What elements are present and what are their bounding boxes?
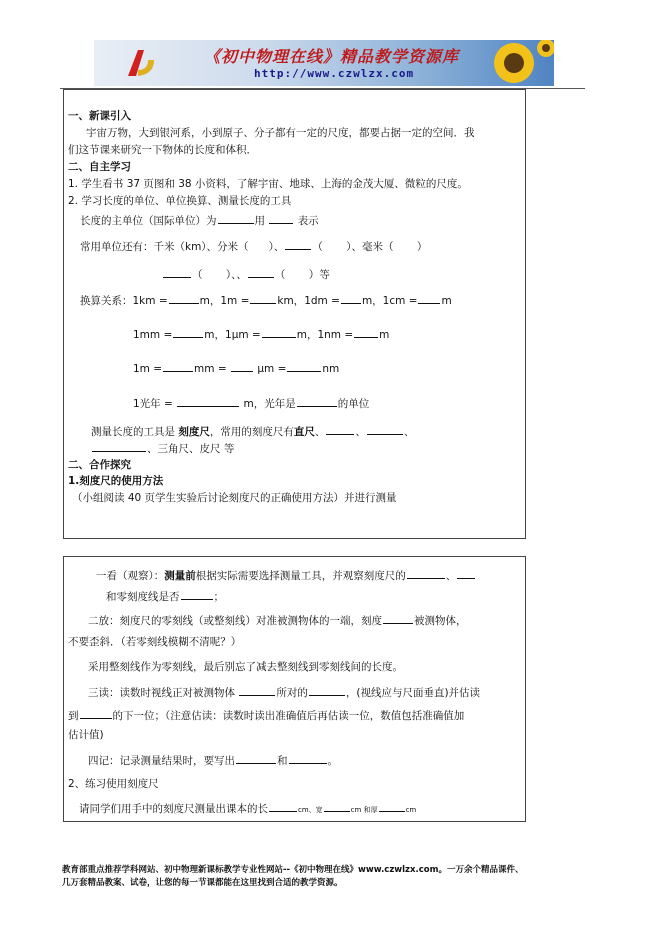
blank-placement[interactable]	[383, 612, 413, 624]
blank-conversion[interactable]	[354, 326, 378, 338]
light-year-line: 1光年 = m，光年是 的单位	[133, 395, 369, 411]
footer-line-1: 教育部重点推荐学科网站、初中物理新课标教学专业性网站--《初中物理在线》www.czwlzx.com。一万余个精品课件、	[62, 865, 524, 875]
common-units-line-1: 常用单位还有：千米（km）、分米（ ）、 （ ）、毫米（ ）	[80, 238, 427, 254]
step-record-line: 四记：记录测量结果时，要写出 和 。	[88, 752, 338, 768]
blank-read-mark[interactable]	[309, 684, 345, 696]
blank-record-value[interactable]	[236, 752, 276, 764]
ruler-usage-subheading: 1.刻度尺的使用方法	[68, 475, 164, 487]
blank-ruler-type[interactable]	[367, 423, 403, 435]
intro-paragraph-line1: 宇宙万物，大到银河系，小到原子、分子都有一定的尺度，都要占据一定的空间．我	[86, 127, 475, 139]
site-logo-icon	[124, 46, 158, 80]
blank-zero-mark[interactable]	[181, 588, 213, 600]
blank-unit[interactable]	[248, 266, 274, 278]
step-look-line-1: 一看（观察）：测量前根据实际需要选择测量工具，并观察刻度尺的 、	[96, 567, 476, 583]
blank-unit[interactable]	[285, 238, 311, 250]
step-read-line-1: 三读：读数时视线正对被测物体 所对的 ，(视线应与尺面垂直)并估读	[88, 684, 480, 700]
blank-ruler-type[interactable]	[92, 440, 146, 452]
blank-conversion[interactable]	[287, 360, 321, 372]
blank-unit[interactable]	[163, 266, 191, 278]
blank-conversion[interactable]	[341, 292, 361, 304]
blank-record-unit[interactable]	[289, 752, 327, 764]
step-read-line-3: 估计值)	[68, 729, 104, 741]
blank-book-width[interactable]	[324, 800, 350, 812]
blank-ruler-type[interactable]	[326, 423, 354, 435]
practice-line: 请同学们用手中的刻度尺测量出课本的长 cm、宽 cm 和厚 cm	[79, 800, 416, 817]
step-look-line-2: 和零刻度线是否 ；	[106, 588, 224, 604]
explore-heading: 二、合作探究	[68, 459, 131, 471]
step-read-line-2: 到 的下一位；（注意估读：读数时读出准确值后再估读一位，数值包括准确值加	[68, 707, 464, 723]
tools-line-2: 、三角尺、皮尺 等	[91, 440, 234, 456]
conversion-line-2: 1mm = m，1μm = m，1nm = m	[133, 326, 389, 342]
header-banner	[94, 40, 554, 86]
intro-heading: 一、新课引入	[68, 110, 131, 122]
blank-conversion[interactable]	[418, 292, 440, 304]
blank-read-position[interactable]	[239, 684, 275, 696]
banner-url: http://www.czwlzx.com	[254, 67, 415, 80]
tools-line-1: 测量长度的工具是 刻度尺，常用的刻度尺有直尺、 、 、	[91, 423, 414, 439]
blank-estimate-digit[interactable]	[80, 707, 112, 719]
intro-paragraph-line2: 们这节课来研究一下物体的长度和体积．	[68, 144, 257, 156]
blank-conversion[interactable]	[169, 292, 199, 304]
blank-conversion[interactable]	[173, 326, 203, 338]
conversion-line-3: 1m = mm = μm = nm	[133, 360, 339, 376]
blank-light-year[interactable]	[177, 395, 239, 407]
blank-conversion[interactable]	[163, 360, 193, 372]
footer-line-2: 几万套精品教案、试卷，让您的每一节课都能在这里找到合适的教学资源。	[62, 878, 343, 888]
step-place-line-2: 不要歪斜．（若零刻线模糊不清呢？）	[68, 636, 242, 648]
common-units-line-2: （ ）、、 （ ）等	[162, 266, 330, 282]
self-study-heading: 二、自主学习	[68, 161, 131, 173]
blank-range[interactable]	[407, 567, 445, 579]
sunflower-icon	[474, 40, 554, 86]
conversion-line-1: 换算关系：1km = m，1m = km，1dm = m，1cm = m	[80, 292, 452, 308]
practice-heading: 2、练习使用刻度尺	[68, 778, 159, 790]
self-study-item-1: 1. 学生看书 37 页图和 38 小资料，了解宇宙、地球、上海的金茂大厦、微粒的尺度。	[68, 178, 468, 190]
ruler-usage-note: （小组阅读 40 页学生实验后讨论刻度尺的正确使用方法）并进行测量	[72, 492, 397, 504]
blank-main-unit-symbol[interactable]	[269, 212, 293, 224]
blank-light-year-unit[interactable]	[297, 395, 337, 407]
blank-conversion[interactable]	[250, 292, 276, 304]
step-place-line-1: 二放：刻度尺的零刻线（或整刻线）对准被测物体的一端，刻度 被测物体，	[88, 612, 467, 628]
main-unit-line: 长度的主单位（国际单位）为 用 表示	[80, 212, 319, 228]
banner-title: 《初中物理在线》精品教学资源库	[204, 47, 460, 66]
blank-book-length[interactable]	[269, 800, 297, 812]
blank-book-thickness[interactable]	[379, 800, 405, 812]
blank-main-unit[interactable]	[218, 212, 254, 224]
blank-division[interactable]	[457, 567, 475, 579]
page-footer	[62, 864, 602, 890]
step-place-line-3: 采用整刻线作为零刻线，最后别忘了减去整刻线到零刻线间的长度。	[88, 661, 403, 673]
self-study-item-2: 2. 学习长度的单位、单位换算、测量长度的工具	[68, 195, 292, 207]
blank-conversion[interactable]	[231, 360, 253, 372]
blank-conversion[interactable]	[262, 326, 296, 338]
